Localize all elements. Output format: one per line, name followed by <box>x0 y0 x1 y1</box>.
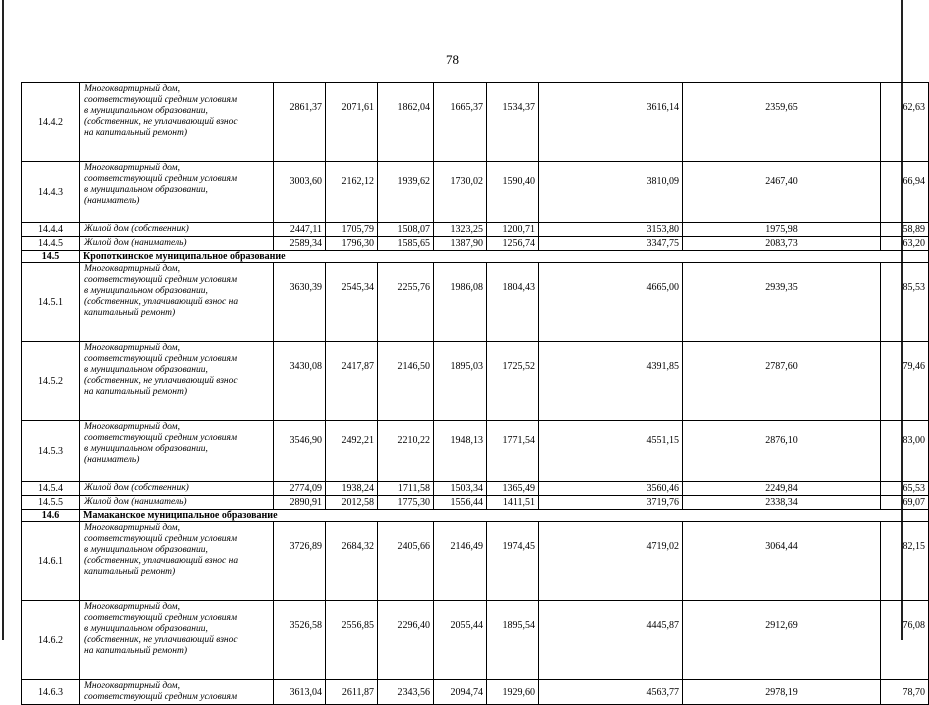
row-description <box>80 342 274 421</box>
page-number: 78 <box>446 52 459 67</box>
section-row <box>22 251 929 263</box>
value-cell: 1895,54 <box>487 601 539 680</box>
value-cell: 1929,60 <box>487 680 539 705</box>
value-cell: 1730,02 <box>434 162 487 223</box>
value-cell: 2012,58 <box>326 496 378 510</box>
value-cell: 2417,87 <box>326 342 378 421</box>
value-cell: 2545,34 <box>326 263 378 342</box>
value-cell: 2296,40 <box>378 601 434 680</box>
row-description <box>80 421 274 482</box>
description-line: капитальный ремонт) <box>84 567 176 577</box>
value-cell: 82,15 <box>881 522 929 601</box>
description-line: (собственник, не уплачивающий взнос <box>84 117 238 127</box>
description-line: в муниципальном образовании, <box>84 624 208 634</box>
value-cell: 69,07 <box>881 496 929 510</box>
value-cell: 2055,44 <box>434 601 487 680</box>
row-code: 14.5.1 <box>22 263 80 342</box>
description-line: (собственник, уплачивающий взнос на <box>84 556 239 566</box>
table-row <box>22 496 929 510</box>
value-cell: 78,70 <box>881 680 929 705</box>
value-cell: 3560,46 <box>539 482 683 496</box>
value-cell: 63,20 <box>881 237 929 251</box>
description-line: соответствующий средним условиям <box>84 692 238 702</box>
value-cell: 2094,74 <box>434 680 487 705</box>
description-line: Жилой дом (собственник) <box>84 224 189 234</box>
table-row <box>22 601 929 680</box>
value-cell: 3064,44 <box>683 522 881 601</box>
value-cell: 3630,39 <box>274 263 326 342</box>
description-line: Многоквартирный дом, <box>84 602 180 612</box>
description-line: (собственник, не уплачивающий взнос <box>84 376 238 386</box>
table-row <box>22 522 929 601</box>
value-cell: 1705,79 <box>326 223 378 237</box>
description-line: соответствующий средним условиям <box>84 613 238 623</box>
value-cell: 2071,61 <box>326 83 378 162</box>
description-line: капитальный ремонт) <box>84 308 176 318</box>
value-cell: 1365,49 <box>487 482 539 496</box>
value-cell: 3546,90 <box>274 421 326 482</box>
value-cell: 3003,60 <box>274 162 326 223</box>
description-line: Жилой дом (наниматель) <box>84 238 187 248</box>
row-description <box>80 162 274 223</box>
value-cell: 1411,51 <box>487 496 539 510</box>
description-line: в муниципальном образовании, <box>84 106 208 116</box>
value-cell: 2343,56 <box>378 680 434 705</box>
value-cell: 4551,15 <box>539 421 683 482</box>
value-cell: 1775,30 <box>378 496 434 510</box>
value-cell: 1665,37 <box>434 83 487 162</box>
value-cell: 85,53 <box>881 263 929 342</box>
value-cell: 2684,32 <box>326 522 378 601</box>
value-cell: 1590,40 <box>487 162 539 223</box>
table-row <box>22 237 929 251</box>
value-cell: 65,53 <box>881 482 929 496</box>
value-cell: 1711,58 <box>378 482 434 496</box>
value-cell: 2447,11 <box>274 223 326 237</box>
description-line: Многоквартирный дом, <box>84 343 180 353</box>
value-cell: 79,46 <box>881 342 929 421</box>
value-cell: 66,94 <box>881 162 929 223</box>
value-cell: 3810,09 <box>539 162 683 223</box>
table-row <box>22 162 929 223</box>
value-cell: 1796,30 <box>326 237 378 251</box>
value-cell: 1986,08 <box>434 263 487 342</box>
row-code: 14.4.3 <box>22 162 80 223</box>
value-cell: 2405,66 <box>378 522 434 601</box>
value-cell: 1948,13 <box>434 421 487 482</box>
row-description <box>80 223 274 237</box>
row-code: 14.5.2 <box>22 342 80 421</box>
value-cell: 1556,44 <box>434 496 487 510</box>
row-description <box>80 496 274 510</box>
section-row <box>22 510 929 522</box>
value-cell: 2787,60 <box>683 342 881 421</box>
table-row <box>22 223 929 237</box>
value-cell: 2210,22 <box>378 421 434 482</box>
value-cell: 1771,54 <box>487 421 539 482</box>
value-cell: 2589,34 <box>274 237 326 251</box>
value-cell: 2876,10 <box>683 421 881 482</box>
value-cell: 3613,04 <box>274 680 326 705</box>
description-line: соответствующий средним условиям <box>84 275 238 285</box>
table-row <box>22 342 929 421</box>
value-cell: 1974,45 <box>487 522 539 601</box>
value-cell: 1938,24 <box>326 482 378 496</box>
value-cell: 3430,08 <box>274 342 326 421</box>
description-line: соответствующий средним условиям <box>84 433 238 443</box>
description-line: соответствующий средним условиям <box>84 95 238 105</box>
description-line: Многоквартирный дом, <box>84 264 180 274</box>
description-line: в муниципальном образовании, <box>84 286 208 296</box>
value-cell: 2338,34 <box>683 496 881 510</box>
table-row <box>22 421 929 482</box>
table-row <box>22 83 929 162</box>
description-line: Многоквартирный дом, <box>84 422 180 432</box>
description-line: на капитальный ремонт) <box>84 646 188 656</box>
row-description <box>80 482 274 496</box>
row-code: 14.6.2 <box>22 601 80 680</box>
section-code: 14.5 <box>22 251 80 263</box>
row-description <box>80 601 274 680</box>
value-cell: 4665,00 <box>539 263 683 342</box>
value-cell: 2146,49 <box>434 522 487 601</box>
value-cell: 2556,85 <box>326 601 378 680</box>
value-cell: 4563,77 <box>539 680 683 705</box>
value-cell: 83,00 <box>881 421 929 482</box>
description-line: на капитальный ремонт) <box>84 128 188 138</box>
description-line: в муниципальном образовании, <box>84 444 208 454</box>
value-cell: 1804,43 <box>487 263 539 342</box>
value-cell: 3153,80 <box>539 223 683 237</box>
row-code: 14.4.5 <box>22 237 80 251</box>
tariff-table <box>21 82 929 705</box>
description-line: соответствующий средним условиям <box>84 534 238 544</box>
value-cell: 58,89 <box>881 223 929 237</box>
section-title: Мамаканское муниципальное образование <box>80 510 929 522</box>
value-cell: 2146,50 <box>378 342 434 421</box>
value-cell: 2467,40 <box>683 162 881 223</box>
table-body <box>22 83 929 705</box>
description-line: в муниципальном образовании, <box>84 185 208 195</box>
value-cell: 2162,12 <box>326 162 378 223</box>
description-line: соответствующий средним условиям <box>84 174 238 184</box>
table-row <box>22 263 929 342</box>
value-cell: 1200,71 <box>487 223 539 237</box>
row-description <box>80 83 274 162</box>
description-line: Многоквартирный дом, <box>84 84 180 94</box>
value-cell: 3719,76 <box>539 496 683 510</box>
value-cell: 2939,35 <box>683 263 881 342</box>
value-cell: 3526,58 <box>274 601 326 680</box>
value-cell: 1895,03 <box>434 342 487 421</box>
section-title: Кропоткинское муниципальное образование <box>80 251 929 263</box>
value-cell: 2359,65 <box>683 83 881 162</box>
value-cell: 2978,19 <box>683 680 881 705</box>
value-cell: 1725,52 <box>487 342 539 421</box>
value-cell: 2774,09 <box>274 482 326 496</box>
description-line: (наниматель) <box>84 455 140 465</box>
value-cell: 1256,74 <box>487 237 539 251</box>
row-code: 14.6.1 <box>22 522 80 601</box>
description-line: (собственник, уплачивающий взнос на <box>84 297 239 307</box>
row-description <box>80 680 274 705</box>
value-cell: 4719,02 <box>539 522 683 601</box>
description-line: Многоквартирный дом, <box>84 523 180 533</box>
section-code: 14.6 <box>22 510 80 522</box>
description-line: соответствующий средним условиям <box>84 354 238 364</box>
description-line: в муниципальном образовании, <box>84 365 208 375</box>
description-line: (наниматель) <box>84 196 140 206</box>
row-description <box>80 263 274 342</box>
value-cell: 2249,84 <box>683 482 881 496</box>
scan-edge-left <box>2 0 4 640</box>
value-cell: 1939,62 <box>378 162 434 223</box>
value-cell: 1503,34 <box>434 482 487 496</box>
value-cell: 2890,91 <box>274 496 326 510</box>
description-line: Жилой дом (наниматель) <box>84 497 187 507</box>
value-cell: 2492,21 <box>326 421 378 482</box>
value-cell: 1323,25 <box>434 223 487 237</box>
description-line: в муниципальном образовании, <box>84 545 208 555</box>
value-cell: 3616,14 <box>539 83 683 162</box>
row-code: 14.5.4 <box>22 482 80 496</box>
table-row <box>22 680 929 705</box>
value-cell: 2255,76 <box>378 263 434 342</box>
value-cell: 1508,07 <box>378 223 434 237</box>
value-cell: 76,08 <box>881 601 929 680</box>
row-code: 14.4.4 <box>22 223 80 237</box>
description-line: Многоквартирный дом, <box>84 163 180 173</box>
description-line: Многоквартирный дом, <box>84 681 180 691</box>
value-cell: 1534,37 <box>487 83 539 162</box>
value-cell: 2912,69 <box>683 601 881 680</box>
value-cell: 1862,04 <box>378 83 434 162</box>
table-row <box>22 482 929 496</box>
value-cell: 1387,90 <box>434 237 487 251</box>
description-line: Жилой дом (собственник) <box>84 483 189 493</box>
value-cell: 4391,85 <box>539 342 683 421</box>
value-cell: 4445,87 <box>539 601 683 680</box>
row-code: 14.5.3 <box>22 421 80 482</box>
description-line: (собственник, не уплачивающий взнос <box>84 635 238 645</box>
value-cell: 62,63 <box>881 83 929 162</box>
row-code: 14.4.2 <box>22 83 80 162</box>
description-line: на капитальный ремонт) <box>84 387 188 397</box>
value-cell: 3726,89 <box>274 522 326 601</box>
value-cell: 2611,87 <box>326 680 378 705</box>
row-description <box>80 237 274 251</box>
value-cell: 1585,65 <box>378 237 434 251</box>
value-cell: 2083,73 <box>683 237 881 251</box>
value-cell: 3347,75 <box>539 237 683 251</box>
row-code: 14.5.5 <box>22 496 80 510</box>
row-description <box>80 522 274 601</box>
value-cell: 2861,37 <box>274 83 326 162</box>
value-cell: 1975,98 <box>683 223 881 237</box>
row-code: 14.6.3 <box>22 680 80 705</box>
